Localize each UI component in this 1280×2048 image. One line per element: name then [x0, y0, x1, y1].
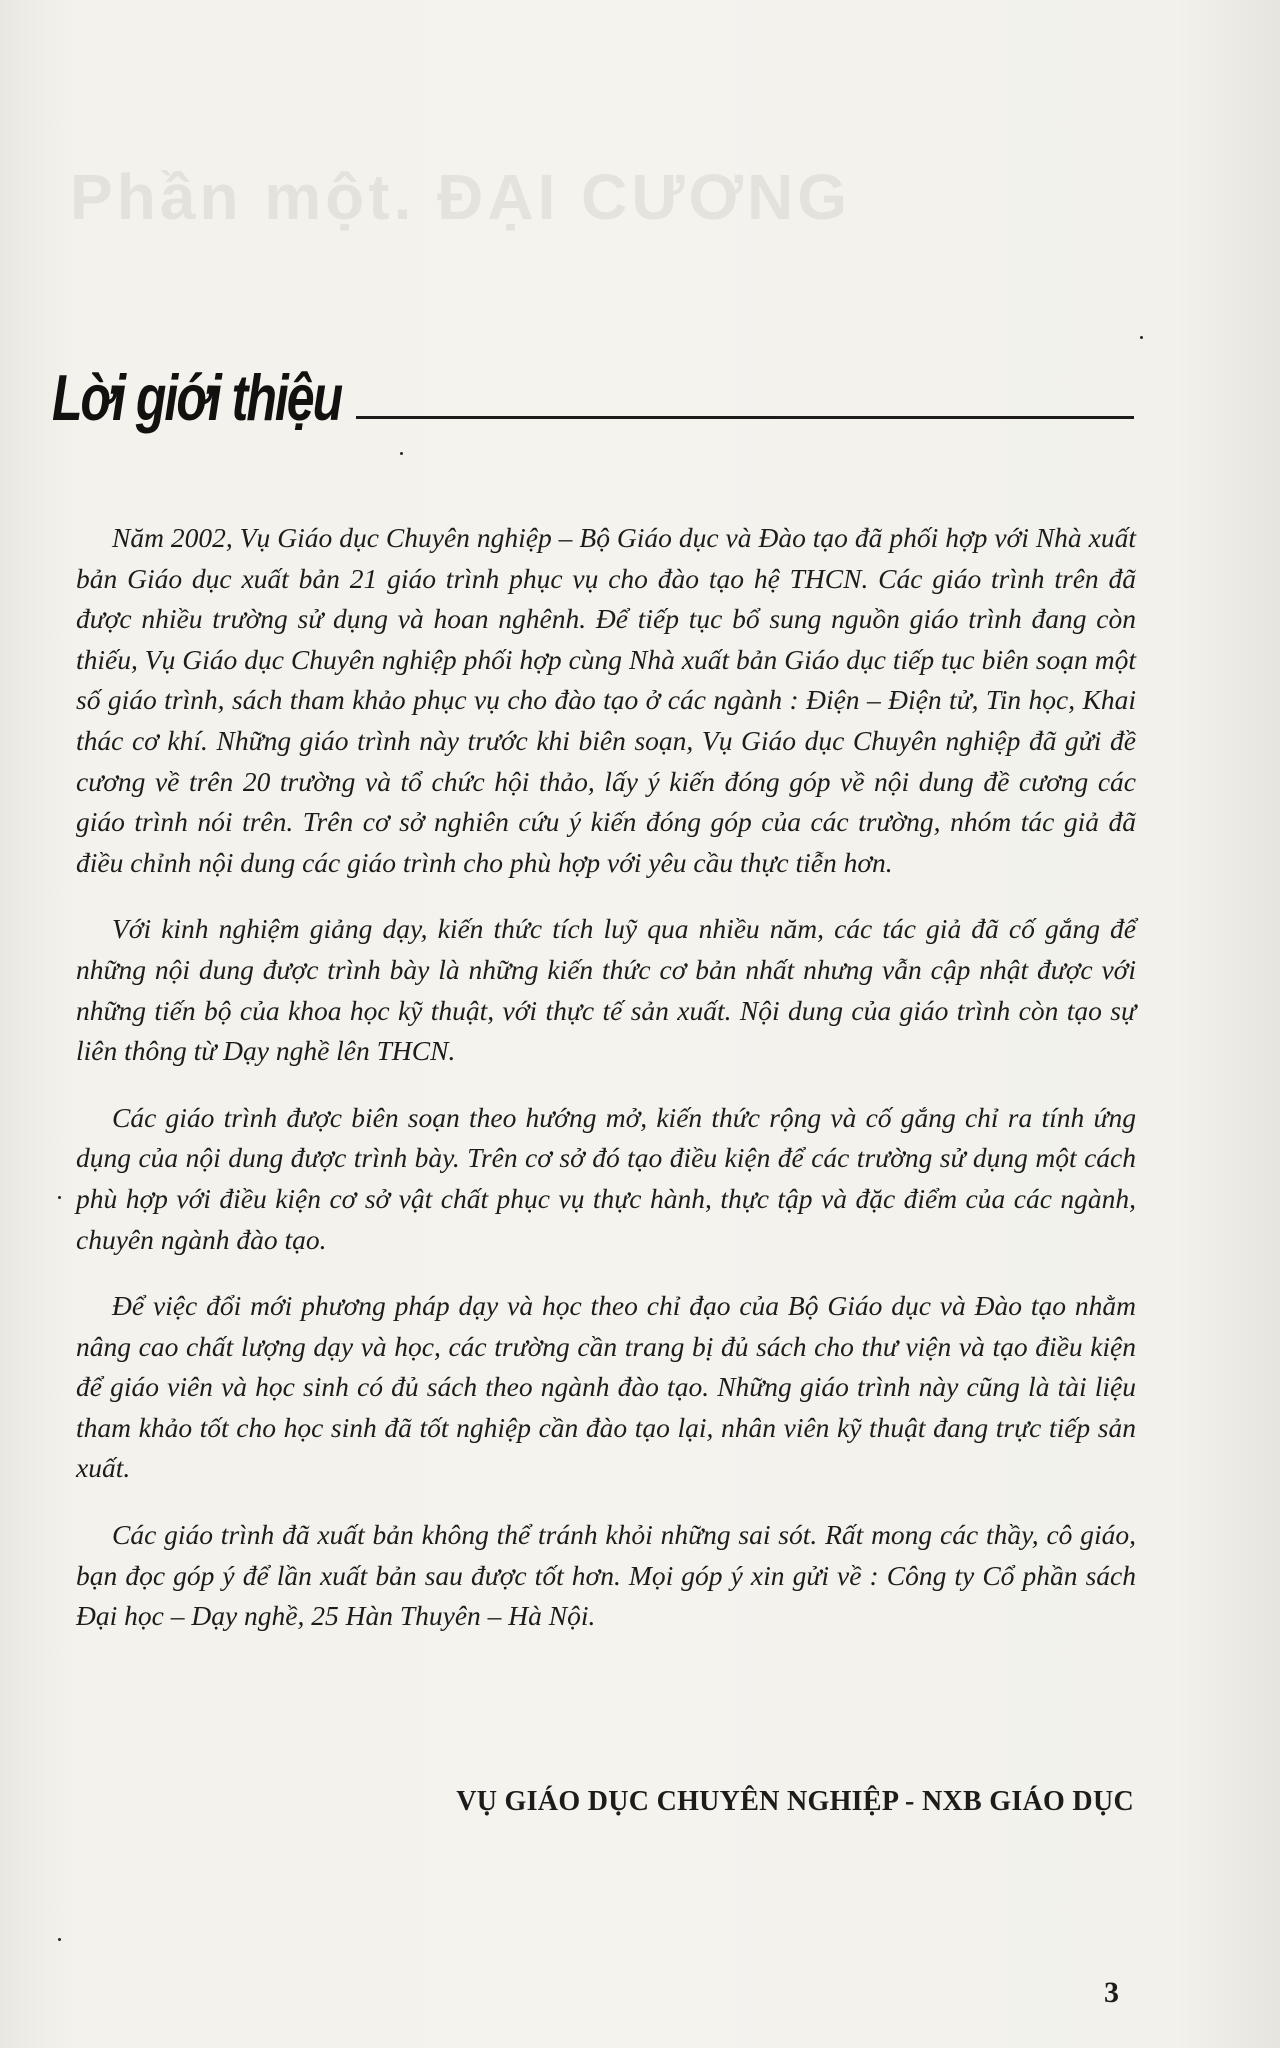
paragraph-2: Với kinh nghiệm giảng dạy, kiến thức tích luỹ qua nhiều năm, các tác giả đã cố gắng để những nội dung được trình bày là những kiến thức cơ bản nhất nhưng vẫn cập nhật được với những tiến bộ của khoa học kỹ thuật, với thực tế sản xuất. Nội dung của giáo trình còn tạo sự liên thông từ Dạy nghề lên THCN. — [76, 913, 1136, 1067]
ink-speck — [58, 1196, 61, 1199]
paragraph-4: Để việc đổi mới phương pháp dạy và học theo chỉ đạo của Bộ Giáo dục và Đào tạo nhằm nâng cao chất lượng dạy và học, các trường cần trang bị đủ sách cho thư viện và tạo điều kiện để giáo viên và học sinh có đủ sách theo ngành đào tạo. Những giáo trình này cũng là tài liệu tham khảo tốt cho học sinh đã tốt nghiệp cần đào tạo lại, nhân viên kỹ thuật đang trực tiếp sản xuất. — [76, 1290, 1136, 1484]
ink-speck — [58, 1938, 61, 1941]
paragraph-1: Năm 2002, Vụ Giáo dục Chuyên nghiệp – Bộ Giáo dục và Đào tạo đã phối hợp với Nhà xuất bản Giáo dục xuất bản 21 giáo trình phục vụ cho đào tạo hệ THCN. Các giáo trình trên đã được nhiều trường sử dụng và hoan nghênh. Để tiếp tục bổ sung nguồn giáo trình đang còn thiếu, Vụ Giáo dục Chuyên nghiệp phối hợp cùng Nhà xuất bản Giáo dục tiếp tục biên soạn một số giáo trình, sách tham khảo phục vụ cho đào tạo ở các ngành : Điện – Điện tử, Tin học, Khai thác cơ khí. Những giáo trình này trước khi biên soạn, Vụ Giáo dục Chuyên nghiệp đã gửi đề cương về trên 20 trường và tổ chức hội thảo, lấy ý kiến đóng góp về nội dung đề cương các giáo trình nói trên. Trên cơ sở nghiên cứu ý kiến đóng góp của các trường, nhóm tác giả đã điều chỉnh nội dung các giáo trình cho phù hợp với yêu cầu thực tiễn hơn. — [76, 522, 1136, 878]
page-number: 3 — [1104, 1976, 1119, 2009]
heading-row — [52, 360, 1138, 440]
bleed-through-header: Phần một. ĐẠI CƯƠNG — [70, 161, 852, 233]
page-title: Lời giới thiệu — [52, 361, 342, 435]
paragraph-3: Các giáo trình được biên soạn theo hướng mở, kiến thức rộng và cố gắng chỉ ra tính ứng dụng của nội dung được trình bày. Trên cơ sở đó tạo điều kiện để các trường sử dụng một cách phù hợp với điều kiện cơ sở vật chất phục vụ thực hành, thực tập và đặc điểm của các ngành, chuyên ngành đào tạo. — [76, 1101, 1136, 1255]
heading-rule — [356, 416, 1134, 419]
signature: VỤ GIÁO DỤC CHUYÊN NGHIỆP - NXB GIÁO DỤC — [456, 1786, 1134, 1817]
ink-speck — [1140, 336, 1143, 339]
ink-speck — [400, 452, 403, 455]
paragraph-5: Các giáo trình đã xuất bản không thể tránh khỏi những sai sót. Rất mong các thầy, cô giáo, bạn đọc góp ý để lần xuất bản sau được tốt hơn. Mọi góp ý xin gửi về : Công ty Cổ phần sách Đại học – Dạy nghề, 25 Hàn Thuyên – Hà Nội. — [76, 1519, 1136, 1632]
intro-body — [76, 518, 1136, 1663]
